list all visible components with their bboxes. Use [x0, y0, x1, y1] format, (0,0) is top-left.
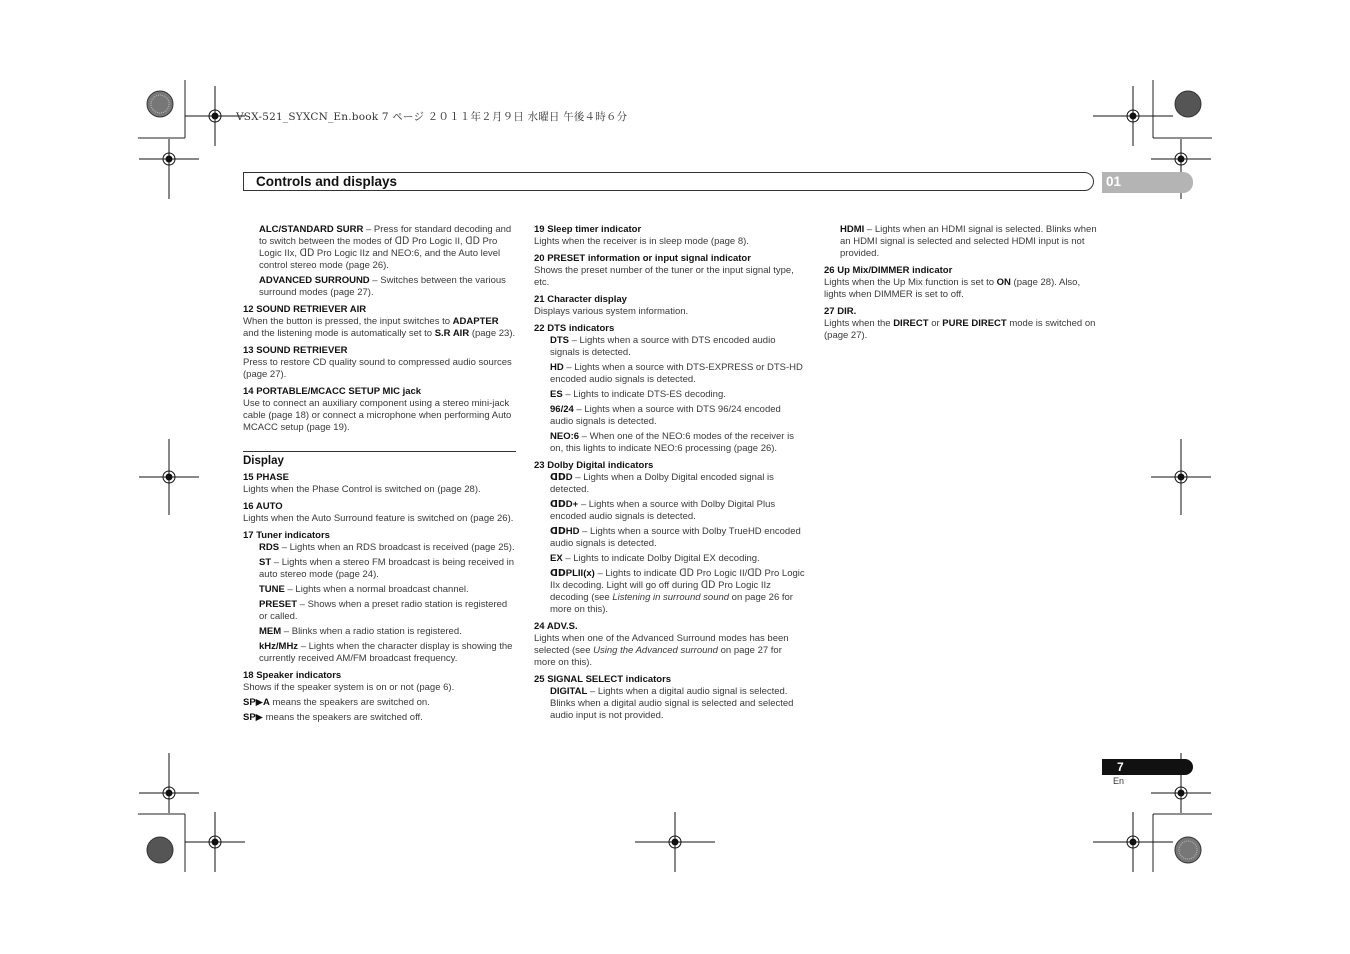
item-st: ST – Lights when a stereo FM broadcast is being received in auto stereo mode (page 24). — [259, 557, 515, 580]
text-18: Shows if the speaker system is on or not (page 6). — [243, 682, 455, 693]
page-number: 7 — [1117, 760, 1124, 774]
column-1 — [243, 224, 516, 727]
heading-14: 14 PORTABLE/MCACC SETUP MIC jack — [243, 386, 422, 397]
text-24: Lights when one of the Advanced Surround modes has been selected (see Using the Advanced surround on page 27 for more on this). — [534, 633, 789, 668]
page-number-tab — [1102, 759, 1193, 775]
text-14: Use to connect an auxiliary component using a stereo mini-jack cable (page 18) or connect a microphone when performing Auto MCACC setup (page 19). — [243, 398, 512, 433]
item-hd: HD – Lights when a source with DTS-EXPRESS or DTS-HD encoded audio signals is detected. — [550, 362, 803, 385]
text-15: Lights when the Phase Control is switched on (page 28). — [243, 484, 481, 495]
heading-12: 12 SOUND RETRIEVER AIR — [243, 304, 367, 315]
item-plii: ᗡᗞPLII(x) – Lights to indicate ᗡᗞ Pro Logic II/ᗡᗞ Pro Logic IIx decoding. Light will go off during ᗡᗞ Pro Logic IIz decoding (see Listening in surround sound on page 26 for more on this). — [550, 568, 805, 615]
text-21: Displays various system information. — [534, 306, 689, 317]
item-ex: EX – Lights to indicate Dolby Digital EX decoding. — [550, 553, 760, 564]
item-neo6: NEO:6 – When one of the NEO:6 modes of the receiver is on, this lights to indicate NEO:6 processing (page 26). — [550, 431, 794, 454]
print-job-header: VSX-521_SYXCN_En.book 7 ページ ２０１１年２月９日 水曜日 午後４時６分 — [236, 111, 628, 123]
item-ddhd: ᗡᗞHD – Lights when a source with Dolby TrueHD encoded audio signals is detected. — [550, 526, 801, 549]
item-sp: SP▶ means the speakers are switched off. — [243, 712, 423, 723]
heading-19: 19 Sleep timer indicator — [534, 224, 642, 235]
page-language: En — [1113, 776, 1125, 786]
column-2 — [534, 224, 806, 725]
item-alc: ALC/STANDARD SURR – Press for standard decoding and to switch between the modes of ᗡᗞ Pro Logic II, ᗡᗞ Pro Logic IIx, ᗡᗞ Pro Logic IIz and NEO:6, and the Auto level control stereo mode (page 26). — [259, 224, 512, 271]
section-title: Controls and displays — [256, 174, 398, 189]
item-mem: MEM – Blinks when a radio station is registered. — [259, 626, 462, 637]
heading-22: 22 DTS indicators — [534, 323, 615, 334]
item-spa: SP▶A means the speakers are switched on. — [243, 697, 430, 708]
text-16: Lights when the Auto Surround feature is switched on (page 26). — [243, 513, 514, 524]
text-13: Press to restore CD quality sound to compressed audio sources (page 27). — [243, 357, 512, 380]
heading-21: 21 Character display — [534, 294, 627, 305]
chapter-tab — [1102, 172, 1193, 193]
item-advanced-surround: ADVANCED SURROUND – Switches between the various surround modes (page 27). — [259, 275, 506, 298]
heading-25: 25 SIGNAL SELECT indicators — [534, 674, 672, 685]
heading-15: 15 PHASE — [243, 472, 289, 483]
item-hdmi: HDMI – Lights when an HDMI signal is selected. Blinks when an HDMI signal is selected and selected HDMI input is not provided. — [840, 224, 1097, 259]
text-20: Shows the preset number of the tuner or the input signal type, etc. — [534, 265, 794, 288]
heading-24: 24 ADV.S. — [534, 621, 578, 632]
heading-18: 18 Speaker indicators — [243, 670, 342, 681]
item-dts: DTS – Lights when a source with DTS encoded audio signals is detected. — [550, 335, 776, 358]
heading-27: 27 DIR. — [824, 306, 857, 317]
heading-17: 17 Tuner indicators — [243, 530, 330, 541]
item-tune: TUNE – Lights when a normal broadcast channel. — [259, 584, 469, 595]
item-preset: PRESET – Shows when a preset radio station is registered or called. — [259, 599, 508, 622]
text-27: Lights when the DIRECT or PURE DIRECT mode is switched on (page 27). — [824, 318, 1096, 341]
item-es: ES – Lights to indicate DTS-ES decoding. — [550, 389, 726, 400]
heading-13: 13 SOUND RETRIEVER — [243, 345, 348, 356]
item-digital: DIGITAL – Lights when a digital audio signal is selected. Blinks when a digital audio signal is selected and selected audio input is not provided. — [550, 686, 794, 721]
heading-26: 26 Up Mix/DIMMER indicator — [824, 265, 953, 276]
text-12: When the button is pressed, the input switches to ADAPTER and the listening mode is automatically set to S.R AIR (page 23). — [243, 316, 516, 339]
chapter-number: 01 — [1106, 174, 1122, 189]
text-19: Lights when the receiver is in sleep mode (page 8). — [534, 236, 749, 247]
item-dd: ᗡᗞD – Lights when a Dolby Digital encoded signal is detected. — [550, 472, 774, 495]
item-ddplus: ᗡᗞD+ – Lights when a source with Dolby Digital Plus encoded audio signals is detected. — [550, 499, 776, 522]
section-header-bar — [243, 172, 1094, 191]
item-rds: RDS – Lights when an RDS broadcast is received (page 25). — [259, 542, 515, 553]
display-section-heading: Display — [243, 451, 516, 467]
heading-16: 16 AUTO — [243, 501, 283, 512]
column-3 — [824, 224, 1097, 345]
heading-23: 23 Dolby Digital indicators — [534, 460, 654, 471]
heading-20: 20 PRESET information or input signal indicator — [534, 253, 751, 264]
item-9624: 96/24 – Lights when a source with DTS 96/24 encoded audio signals is detected. — [550, 404, 781, 427]
item-khz: kHz/MHz – Lights when the character display is showing the currently received AM/FM broadcast frequency. — [259, 641, 513, 664]
text-26: Lights when the Up Mix function is set to ON (page 28). Also, lights when DIMMER is set to off. — [824, 277, 1081, 300]
